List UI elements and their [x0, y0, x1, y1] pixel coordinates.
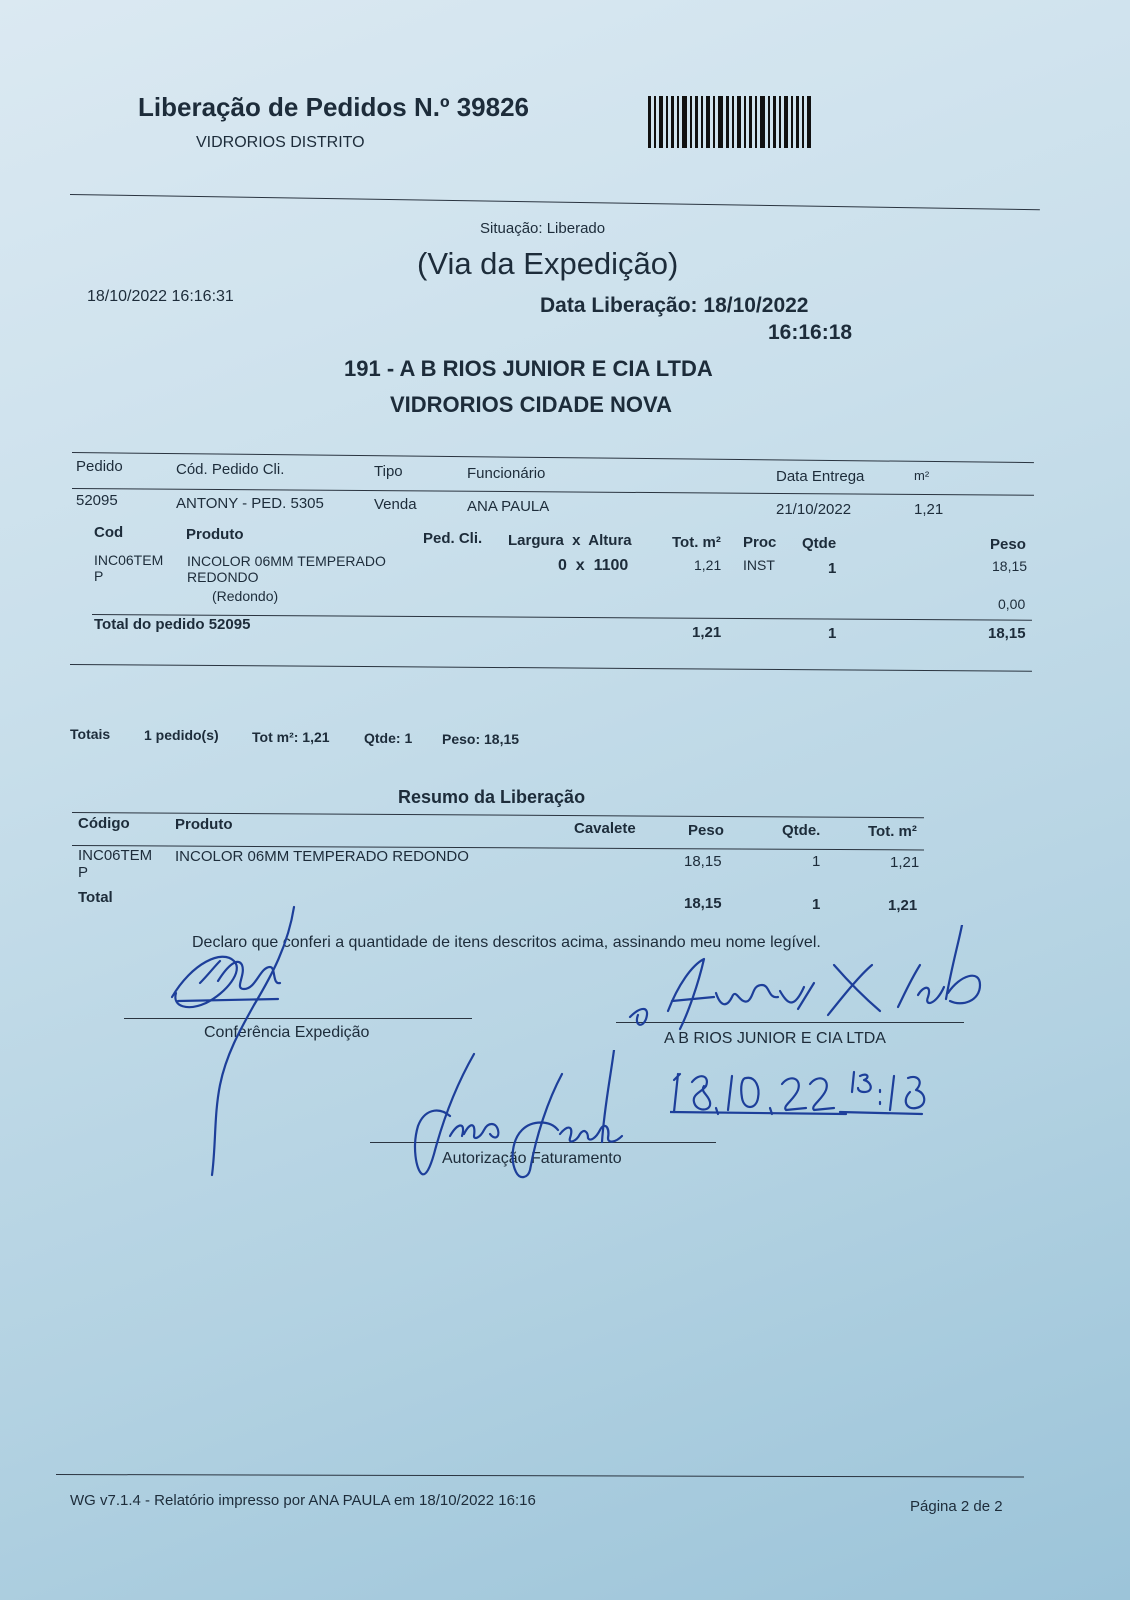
item-peso: 18,15 — [992, 558, 1028, 574]
col-m2: m² — [914, 468, 930, 483]
resumo-codigo-line2: P — [78, 864, 89, 881]
col-cod-pedido-cli: Cód. Pedido Cli. — [176, 461, 285, 478]
resumo-col-peso: Peso — [688, 822, 724, 839]
divider — [70, 194, 1040, 210]
resumo-col-cavalete: Cavalete — [574, 820, 636, 837]
table-bottom-line — [70, 664, 1032, 672]
footer-line — [56, 1474, 1024, 1478]
col-tipo: Tipo — [374, 463, 403, 480]
totals-pedidos: 1 pedido(s) — [144, 727, 219, 743]
document-title: Liberação de Pedidos N.º 39826 — [138, 92, 529, 122]
item-col-ped-cli: Ped. Cli. — [423, 530, 483, 547]
order-total-label: Total do pedido 52095 — [94, 616, 251, 633]
client-store: VIDRORIOS CIDADE NOVA — [390, 392, 672, 417]
resumo-total-qtde: 1 — [812, 896, 821, 913]
resumo-title: Resumo da Liberação — [398, 787, 586, 807]
release-date: Data Liberação: 18/10/2022 — [540, 294, 809, 317]
item-col-proc: Proc — [743, 534, 777, 551]
cell-funcionario: ANA PAULA — [467, 498, 550, 515]
col-funcionario: Funcionário — [467, 465, 546, 482]
document-subtitle: VIDRORIOS DISTRITO — [196, 134, 365, 151]
item-produto-line2: REDONDO — [187, 569, 259, 585]
item-dims: 0 x 1100 — [558, 557, 629, 574]
signature-autorizacao — [404, 1050, 664, 1180]
totals-peso: Peso: 18,15 — [442, 731, 520, 747]
item-col-tot-m2: Tot. m² — [672, 534, 721, 551]
item-qtde: 1 — [828, 560, 837, 577]
item-col-peso: Peso — [990, 536, 1026, 553]
barcode-icon — [648, 96, 818, 150]
col-data-entrega: Data Entrega — [776, 468, 865, 485]
item-proc: INST — [743, 557, 775, 573]
signature-label-conferencia: Conferência Expedição — [204, 1024, 370, 1041]
resumo-col-produto: Produto — [175, 816, 233, 833]
signature-client — [628, 925, 988, 1037]
cell-tipo: Venda — [374, 496, 417, 513]
resumo-total-label: Total — [78, 889, 113, 906]
resumo-col-qtde: Qtde. — [782, 822, 821, 839]
cell-m2: 1,21 — [914, 501, 944, 518]
col-pedido: Pedido — [76, 458, 123, 475]
client-name: 191 - A B RIOS JUNIOR E CIA LTDA — [344, 356, 713, 381]
status-label: Situação: Liberado — [480, 220, 606, 237]
signature-label-client: A B RIOS JUNIOR E CIA LTDA — [664, 1030, 886, 1047]
order-total-qtde: 1 — [828, 625, 837, 642]
item-cod-line1: INC06TEM — [94, 552, 164, 568]
cell-data-entrega: 21/10/2022 — [776, 501, 852, 518]
via-label: (Via da Expedição) — [417, 246, 679, 281]
totals-label: Totais — [70, 726, 111, 742]
item-tot-m2: 1,21 — [694, 557, 722, 573]
resumo-peso: 18,15 — [684, 853, 722, 870]
resumo-total-peso: 18,15 — [684, 895, 722, 912]
order-total-peso: 18,15 — [988, 625, 1026, 642]
resumo-col-codigo: Código — [78, 815, 130, 832]
resumo-qtde: 1 — [812, 853, 821, 870]
resumo-produto: INCOLOR 06MM TEMPERADO REDONDO — [175, 848, 469, 865]
resumo-codigo-line1: INC06TEM — [78, 847, 153, 864]
item-cod-line2: P — [94, 568, 104, 584]
totals-qtde: Qtde: 1 — [364, 730, 413, 746]
cell-pedido: 52095 — [76, 492, 118, 509]
totals-tot-m2: Tot m²: 1,21 — [252, 729, 330, 745]
footer-page-number: Página 2 de 2 — [910, 1498, 1003, 1515]
declaration-text: Declaro que conferi a quantidade de itens descritos acima, assinando meu nome legível. — [192, 934, 821, 951]
footer-report-info: WG v7.1.4 - Relatório impresso por ANA PAULA em 18/10/2022 16:16 — [70, 1492, 536, 1509]
item-produto-line1: INCOLOR 06MM TEMPERADO — [187, 553, 386, 569]
item-col-qtde: Qtde — [802, 535, 837, 552]
resumo-total-tot-m2: 1,21 — [888, 897, 918, 914]
item-col-produto: Produto — [186, 526, 244, 543]
handwritten-date — [670, 1068, 942, 1118]
item-peso-extra: 0,00 — [998, 596, 1026, 612]
resumo-col-tot-m2: Tot. m² — [868, 823, 917, 840]
release-time: 16:16:18 — [768, 321, 853, 344]
item-col-largura-altura: Largura x Altura — [508, 532, 632, 549]
item-col-cod: Cod — [94, 524, 124, 541]
cell-cod-pedido-cli: ANTONY - PED. 5305 — [176, 495, 324, 512]
signature-label-autorizacao: Autorização Faturamento — [442, 1150, 622, 1167]
resumo-tot-m2: 1,21 — [890, 854, 920, 871]
order-total-m2: 1,21 — [692, 624, 722, 641]
item-produto-line3: (Redondo) — [212, 588, 279, 604]
signature-conferencia — [160, 905, 300, 1180]
printed-timestamp: 18/10/2022 16:16:31 — [87, 288, 234, 305]
